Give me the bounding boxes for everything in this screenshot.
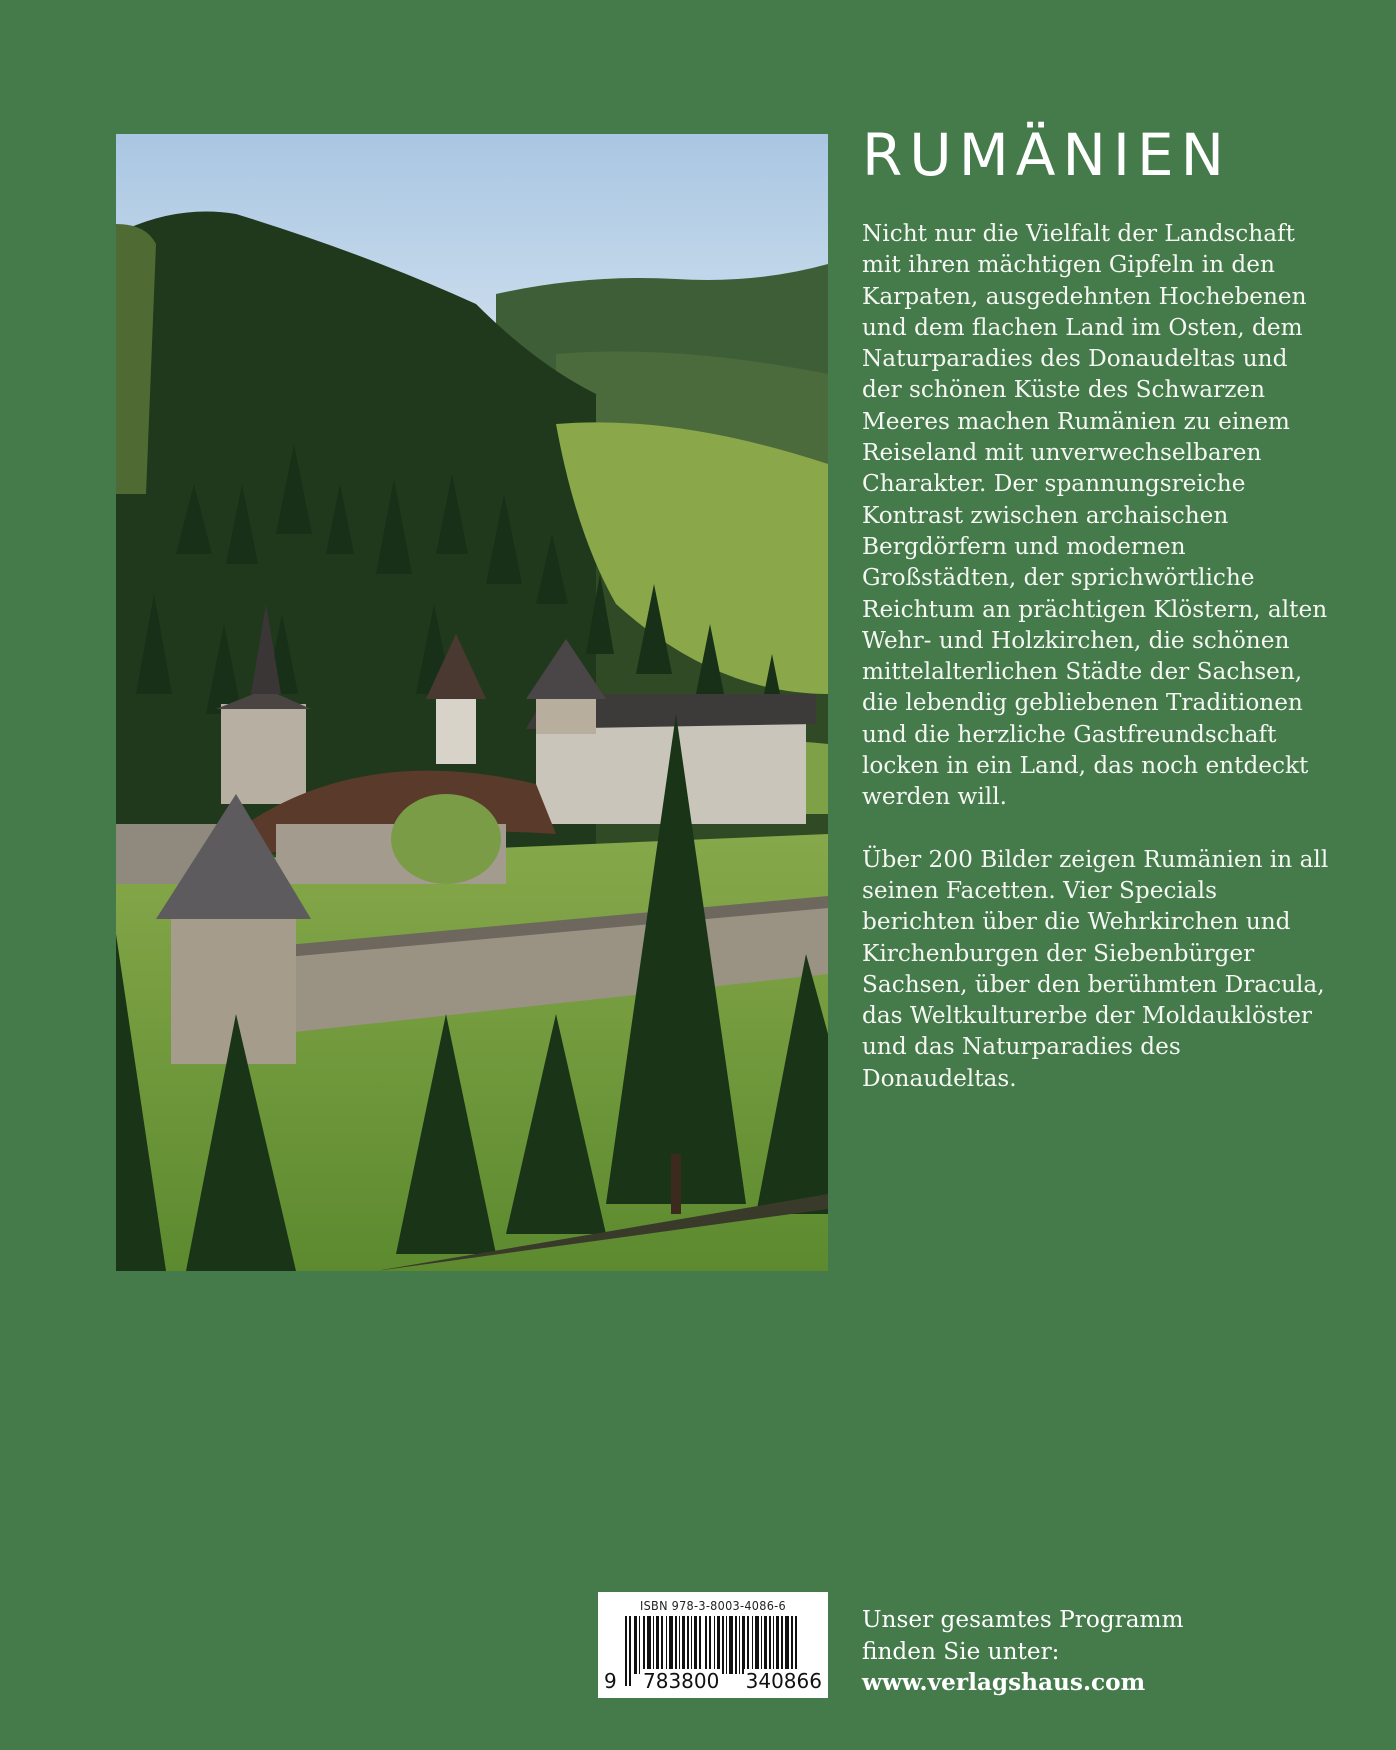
barcode-digits-left: 783800 [643,1669,720,1693]
publisher-info [862,1604,1342,1699]
barcode-digits [602,1669,824,1693]
barcode-digit-prefix: 9 [604,1669,617,1693]
book-description [862,218,1332,1125]
isbn-barcode [598,1592,828,1698]
program-line-2: finden Sie unter: [862,1637,1060,1665]
publisher-url[interactable]: www.verlagshaus.com [862,1669,1146,1696]
book-title: RUMÄNIEN [862,121,1231,189]
cover-photo-monastery [116,134,828,1271]
isbn-number: ISBN 978-3-8003-4086-6 [640,1598,786,1613]
program-line-1: Unser gesamtes Programm [862,1606,1184,1633]
description-paragraph: Nicht nur die Vielfalt der Landschaft mit ihren mächtigen Gipfeln in den Karpaten, ausgedehnten Hochebenen und dem flachen Land im Osten, dem Naturparadies des Donaudeltas und der schönen Küste des Schwarzen Meeres machen Rumänien zu einem Reiseland mit unverwechselbaren Charakter. Der spannungsreiche Kontrast zwischen archaischen Bergdörfern und modernen Großstädten, der sprichwörtliche Reichtum an prächtigen Klöstern, alten Wehr- und Holzkirchen, die schönen mittelalterlichen Städte der Sachsen, die lebendig gebliebenen Traditionen und die herzliche Gastfreundschaft locken in ein Land, das noch entdeckt werden will. [862,220,1328,811]
description-paragraph: Über 200 Bilder zeigen Rumänien in all seinen Facetten. Vier Specials berichten über die Wehrkirchen und Kirchenburgen der Siebenbürger Sachsen, über den berühmten Dracula, das Weltkulturerbe der Moldauklöster und das Naturparadies des Donaudeltas. [862,845,1329,1092]
barcode-digits-right: 340866 [745,1669,822,1693]
